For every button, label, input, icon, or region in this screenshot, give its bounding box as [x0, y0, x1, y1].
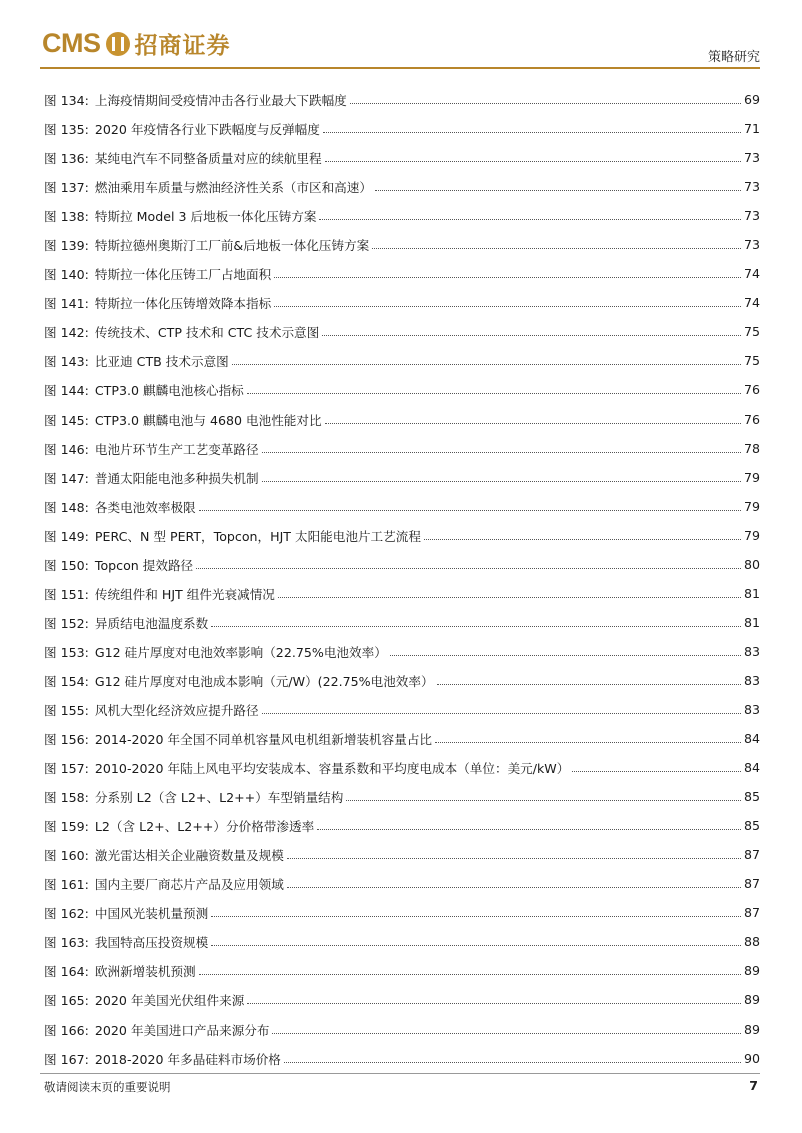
figure-title: 异质结电池温度系数 — [94, 615, 209, 631]
figure-number: 图 162: — [44, 906, 89, 922]
page-reference: 73 — [743, 179, 760, 195]
figure-title: G12 硅片厚度对电池效率影响（22.75%电池效率） — [94, 644, 387, 660]
dot-leader — [325, 161, 741, 162]
figure-number: 图 148: — [44, 499, 89, 515]
page-reference: 84 — [743, 760, 760, 776]
figure-title: 特斯拉 Model 3 后地板一体化压铸方案 — [94, 209, 317, 225]
dot-leader — [350, 103, 741, 104]
figure-number: 图 152: — [44, 615, 89, 631]
page-reference: 87 — [743, 847, 760, 863]
figure-title: 燃油乘用车质量与燃油经济性关系（市区和高速） — [94, 180, 372, 196]
dot-leader — [372, 248, 741, 249]
figure-title: 中国风光装机量预测 — [94, 906, 209, 922]
toc-entry[interactable] — [44, 927, 760, 956]
page-reference: 80 — [743, 556, 760, 572]
toc-entry[interactable] — [44, 143, 760, 172]
toc-entry[interactable] — [44, 724, 760, 753]
document-type-label: 策略研究 — [707, 50, 760, 65]
page-reference: 87 — [743, 905, 760, 921]
toc-entry[interactable] — [44, 1015, 760, 1044]
toc-entry[interactable] — [44, 1044, 760, 1073]
dot-leader — [322, 335, 741, 336]
toc-entry[interactable] — [44, 375, 760, 404]
figure-title: 2018-2020 年多晶硅料市场价格 — [94, 1051, 281, 1067]
toc-entry[interactable] — [44, 434, 760, 463]
page-reference: 87 — [743, 876, 760, 892]
figure-title: 传统组件和 HJT 组件光衰减情况 — [94, 586, 275, 602]
dot-leader — [319, 219, 741, 220]
figure-title: 比亚迪 CTB 技术示意图 — [94, 354, 229, 370]
figure-number: 图 139: — [44, 238, 89, 254]
toc-entry[interactable] — [44, 346, 760, 375]
toc-entry[interactable] — [44, 405, 760, 434]
toc-entry[interactable] — [44, 85, 760, 114]
figure-title: 2020 年疫情各行业下跌幅度与反弹幅度 — [94, 122, 320, 138]
page-reference: 73 — [743, 208, 760, 224]
dot-leader — [437, 684, 741, 685]
figure-number: 图 146: — [44, 441, 89, 457]
figure-title: 某纯电汽车不同整备质量对应的续航里程 — [94, 151, 322, 167]
toc-entry[interactable] — [44, 666, 760, 695]
figure-title: 分系别 L2（含 L2+、L2++）车型销量结构 — [94, 790, 344, 806]
figure-title: CTP3.0 麒麟电池与 4680 电池性能对比 — [94, 412, 322, 428]
dot-leader — [247, 1003, 741, 1004]
logo-company-name: 招商证券 — [134, 33, 231, 59]
figure-title: 我国特高压投资规模 — [94, 935, 209, 951]
figure-title: PERC、N 型 PERT，Topcon，HJT 太阳能电池片工艺流程 — [94, 528, 421, 544]
dot-leader — [272, 1033, 740, 1034]
figure-title: 2010-2020 年陆上风电平均安装成本、容量系数和平均度电成本（单位：美元/kW） — [94, 761, 570, 777]
page-reference: 75 — [743, 353, 760, 369]
figure-title: 2020 年美国进口产品来源分布 — [94, 1022, 270, 1038]
page-reference: 76 — [743, 411, 760, 427]
page-reference: 83 — [743, 672, 760, 688]
toc-entry[interactable] — [44, 608, 760, 637]
toc-entry[interactable] — [44, 492, 760, 521]
page-reference: 69 — [743, 92, 760, 108]
figure-number: 图 150: — [44, 557, 89, 573]
figure-number: 图 161: — [44, 877, 89, 893]
figure-title: 特斯拉一体化压铸增效降本指标 — [94, 296, 272, 312]
dot-leader — [262, 713, 741, 714]
figure-number: 图 154: — [44, 673, 89, 689]
page-reference: 85 — [743, 818, 760, 834]
toc-entry[interactable] — [44, 463, 760, 492]
figure-number: 图 135: — [44, 122, 89, 138]
dot-leader — [572, 771, 741, 772]
toc-entry[interactable] — [44, 521, 760, 550]
figure-number: 图 165: — [44, 993, 89, 1009]
page-reference: 81 — [743, 614, 760, 630]
dot-leader — [284, 1062, 741, 1063]
dot-leader — [375, 190, 741, 191]
toc-entry[interactable] — [44, 637, 760, 666]
page-reference: 71 — [743, 121, 760, 137]
figure-number: 图 142: — [44, 325, 89, 341]
figure-number: 图 159: — [44, 819, 89, 835]
dot-leader — [317, 829, 741, 830]
dot-leader — [196, 568, 741, 569]
figure-number: 图 164: — [44, 964, 89, 980]
page-reference: 76 — [743, 382, 760, 398]
page-reference: 74 — [743, 295, 760, 311]
figure-number: 图 158: — [44, 790, 89, 806]
page-reference: 85 — [743, 789, 760, 805]
figure-title: L2（含 L2+、L2++）分价格带渗透率 — [94, 819, 315, 835]
disclaimer-note: 敬请阅读末页的重要说明 — [44, 1080, 171, 1094]
figure-title: G12 硅片厚度对电池成本影响（元/W）(22.75%电池效率） — [94, 673, 434, 689]
page-reference: 74 — [743, 266, 760, 282]
dot-leader — [247, 393, 741, 394]
figure-number: 图 143: — [44, 354, 89, 370]
dot-leader — [211, 916, 741, 917]
logo-cms-text: CMS — [42, 28, 101, 58]
figure-number: 图 163: — [44, 935, 89, 951]
toc-entry[interactable] — [44, 753, 760, 782]
page-reference: 75 — [743, 324, 760, 340]
figure-title: 普通太阳能电池多种损失机制 — [94, 470, 259, 486]
toc-entry[interactable] — [44, 230, 760, 259]
figure-title: 电池片环节生产工艺变革路径 — [94, 441, 259, 457]
dot-leader — [262, 452, 741, 453]
toc-entry[interactable] — [44, 782, 760, 811]
figure-number: 图 147: — [44, 470, 89, 486]
figure-title: 2014-2020 年全国不同单机容量风电机组新增装机容量占比 — [94, 732, 433, 748]
toc-entry[interactable] — [44, 695, 760, 724]
page-reference: 89 — [743, 963, 760, 979]
toc-entry[interactable] — [44, 811, 760, 840]
dot-leader — [390, 655, 741, 656]
figure-title: 风机大型化经济效应提升路径 — [94, 703, 259, 718]
figure-title: 特斯拉一体化压铸工厂占地面积 — [94, 267, 272, 283]
dot-leader — [325, 423, 741, 424]
page-reference: 73 — [743, 237, 760, 253]
figure-number: 图 136: — [44, 151, 89, 167]
dot-leader — [274, 306, 741, 307]
figure-title: 传统技术、CTP 技术和 CTC 技术示意图 — [94, 325, 320, 341]
figure-title: 激光雷达相关企业融资数量及规模 — [94, 848, 284, 864]
toc-entry[interactable] — [44, 579, 760, 608]
figure-number: 图 167: — [44, 1051, 89, 1067]
figure-number: 图 157: — [44, 761, 89, 777]
page-reference: 89 — [743, 992, 760, 1008]
figure-number: 图 153: — [44, 644, 89, 660]
figure-title: 国内主要厂商芯片产品及应用领域 — [94, 877, 284, 893]
company-logo — [42, 27, 231, 60]
toc-entry[interactable] — [44, 201, 760, 230]
figure-number: 图 134: — [44, 93, 89, 109]
figure-number: 图 155: — [44, 703, 89, 718]
toc-entry[interactable] — [44, 259, 760, 288]
page-reference: 83 — [743, 643, 760, 659]
figure-title: CTP3.0 麒麟电池核心指标 — [94, 383, 244, 399]
figure-number: 图 166: — [44, 1022, 89, 1038]
dot-leader — [323, 132, 741, 133]
page-reference: 83 — [743, 702, 760, 717]
figure-number: 图 138: — [44, 209, 89, 225]
cms-emblem-icon — [106, 32, 130, 56]
figure-number: 图 151: — [44, 586, 89, 602]
dot-leader — [287, 887, 741, 888]
page-reference: 89 — [743, 1021, 760, 1037]
dot-leader — [211, 626, 741, 627]
figure-title: 上海疫情期间受疫情冲击各行业最大下跌幅度 — [94, 93, 347, 109]
page-reference: 88 — [743, 934, 760, 950]
toc-entry[interactable] — [44, 550, 760, 579]
dot-leader — [199, 510, 741, 511]
figure-number: 图 137: — [44, 180, 89, 196]
dot-leader — [278, 597, 741, 598]
page-reference: 79 — [743, 498, 760, 514]
figure-number: 图 156: — [44, 732, 89, 748]
toc-entry[interactable] — [44, 898, 760, 927]
figure-title: 各类电池效率极限 — [94, 499, 196, 515]
page-reference: 84 — [743, 731, 760, 747]
page-reference: 81 — [743, 585, 760, 601]
figure-title: 2020 年美国光伏组件来源 — [94, 993, 245, 1009]
dot-leader — [262, 481, 741, 482]
figure-number: 图 141: — [44, 296, 89, 312]
page-number: 7 — [749, 1078, 758, 1093]
toc-entry[interactable] — [44, 317, 760, 346]
footer-divider — [40, 1073, 760, 1074]
figure-number: 图 140: — [44, 267, 89, 283]
dot-leader — [274, 277, 741, 278]
dot-leader — [232, 364, 741, 365]
dot-leader — [435, 742, 741, 743]
figure-title: Topcon 提效路径 — [94, 557, 194, 573]
figure-title: 欧洲新增装机预测 — [94, 964, 196, 980]
figure-number: 图 145: — [44, 412, 89, 428]
dot-leader — [287, 858, 741, 859]
page-reference: 79 — [743, 527, 760, 543]
page-reference: 78 — [743, 440, 760, 456]
toc-entry[interactable] — [44, 840, 760, 869]
toc-entry[interactable] — [44, 114, 760, 143]
dot-leader — [199, 974, 741, 975]
dot-leader — [424, 539, 741, 540]
figure-number: 图 160: — [44, 848, 89, 864]
figure-number: 图 144: — [44, 383, 89, 399]
dot-leader — [346, 800, 741, 801]
toc-entry[interactable] — [44, 288, 760, 317]
toc-entry[interactable] — [44, 985, 760, 1014]
page-header — [0, 0, 802, 80]
header-divider — [40, 67, 760, 69]
figure-index-list — [44, 85, 760, 1073]
figure-title: 特斯拉德州奥斯汀工厂前&后地板一体化压铸方案 — [94, 238, 370, 254]
toc-entry[interactable] — [44, 172, 760, 201]
dot-leader — [211, 945, 741, 946]
page-reference: 79 — [743, 469, 760, 485]
figure-number: 图 149: — [44, 528, 89, 544]
page-reference: 73 — [743, 150, 760, 166]
toc-entry[interactable] — [44, 956, 760, 985]
page-reference: 90 — [743, 1050, 760, 1066]
toc-entry[interactable] — [44, 869, 760, 898]
